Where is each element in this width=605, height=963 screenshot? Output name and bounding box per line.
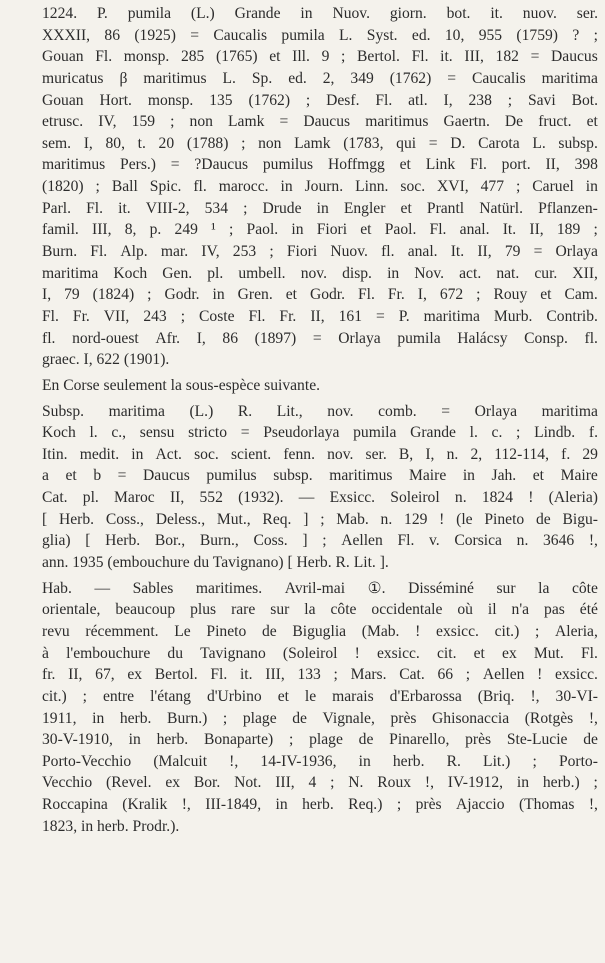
text-line: Parl. Fl. it. VIII-2, 534 ; Drude in Engler et Prantl Natürl. Pflanzen-: [42, 199, 598, 217]
text-line: fr. II, 67, ex Bertol. Fl. it. III, 133 ; Mars. Cat. 66 ; Aellen ! exsicc.: [42, 666, 598, 684]
text-line: sem. I, 80, t. 20 (1788) ; non Lamk (1783, qui = D. Carota L. subsp.: [42, 134, 598, 152]
text-line: famil. III, 8, p. 249 ¹ ; Paol. in Fiori et Paol. Fl. anal. It. II, 189 ;: [42, 221, 598, 239]
text-line: Hab. — Sables maritimes. Avril-mai ①. Disséminé sur la côte: [42, 579, 598, 597]
text-line: 1823, in herb. Prodr.).: [42, 817, 180, 835]
text-line: maritimus Pers.) = ?Daucus pumilus Hoffmgg et Link Fl. port. II, 398: [42, 156, 598, 174]
text-line: [ Herb. Coss., Deless., Mut., Req. ] ; Mab. n. 129 ! (le Pineto de Bigu-: [42, 510, 598, 528]
text-line: cit.) ; entre l'étang d'Urbino et le marais d'Erbarossa (Briq. !, 30-VI-: [42, 687, 598, 705]
text-line: Fl. Fr. VII, 243 ; Coste Fl. Fr. II, 161 = P. maritima Murb. Contrib.: [42, 307, 598, 325]
text-line: Gouan Hort. monsp. 135 (1762) ; Desf. Fl. atl. I, 238 ; Savi Bot.: [42, 91, 598, 109]
text-line: maritima Koch Gen. pl. umbell. nov. disp. in Nov. act. nat. cur. XII,: [42, 264, 598, 282]
text-line: glia) [ Herb. Bor., Burn., Coss. ] ; Aellen Fl. v. Corsica n. 3646 !,: [42, 532, 598, 550]
text-line: Cat. pl. Maroc II, 552 (1932). — Exsicc. Soleirol n. 1824 ! (Aleria): [42, 489, 598, 507]
text-line: etrusc. IV, 159 ; non Lamk = Daucus maritimus Gaertn. De fruct. et: [42, 113, 598, 131]
text-line: graec. I, 622 (1901).: [42, 351, 170, 369]
paragraph-corse-note: [42, 375, 598, 397]
text-line: Burn. Fl. Alp. mar. IV, 253 ; Fiori Nuov. fl. anal. It. II, 79 = Orlaya: [42, 243, 598, 261]
text-line: En Corse seulement la sous-espèce suivante.: [42, 376, 321, 394]
text-line: orientale, beaucoup plus rare sur la côte occidentale où il n'a pas été: [42, 601, 598, 619]
paragraph-subsp-maritima: [42, 401, 598, 574]
text-line: Roccapina (Kralik !, III-1849, in herb. Req.) ; près Ajaccio (Thomas !,: [42, 796, 598, 814]
text-line: 1911, in herb. Burn.) ; plage de Vignale, près Ghisonaccia (Rotgès !,: [42, 709, 598, 727]
text-line: fl. nord-ouest Afr. I, 86 (1897) = Orlaya pumila Halácsy Consp. fl.: [42, 329, 598, 347]
document-page: [42, 3, 598, 837]
text-line: 1224. P. pumila (L.) Grande in Nuov. giorn. bot. it. nuov. ser.: [42, 5, 598, 22]
text-line: muricatus β maritimus L. Sp. ed. 2, 349 (1762) = Caucalis maritima: [42, 69, 598, 87]
text-line: I, 79 (1824) ; Godr. in Gren. et Godr. Fl. Fr. I, 672 ; Rouy et Cam.: [42, 286, 598, 304]
text-line: (1820) ; Ball Spic. fl. marocc. in Journ. Linn. soc. XVI, 477 ; Caruel in: [42, 178, 598, 196]
text-line: Itin. medit. in Act. soc. scient. fenn. nov. ser. B, I, n. 2, 112-114, f. 29: [42, 445, 598, 463]
text-line: Gouan Fl. monsp. 285 (1765) et Ill. 9 ; Bertol. Fl. it. III, 182 = Daucus: [42, 48, 598, 66]
text-line: Porto-Vecchio (Malcuit !, 14-IV-1936, in herb. R. Lit.) ; Porto-: [42, 752, 598, 770]
text-line: 30-V-1910, in herb. Bonaparte) ; plage de Pinarello, près Ste-Lucie de: [42, 731, 598, 749]
text-line: Vecchio (Revel. ex Bor. Not. III, 4 ; N. Roux !, IV-1912, in herb.) ;: [42, 774, 598, 792]
text-line: revu récemment. Le Pineto de Biguglia (Mab. ! exsicc. cit.) ; Aleria,: [42, 622, 598, 640]
text-line: XXXII, 86 (1925) = Caucalis pumila L. Syst. ed. 10, 955 (1759) ? ;: [42, 26, 598, 44]
paragraph-habitat: [42, 578, 598, 838]
text-line: ann. 1935 (embouchure du Tavignano) [ Herb. R. Lit. ].: [42, 554, 389, 572]
text-line: à l'embouchure du Tavignano (Soleirol ! exsicc. cit. et ex Mut. Fl.: [42, 644, 598, 662]
text-line: Koch l. c., sensu stricto = Pseudorlaya pumila Grande l. c. ; Lindb. f.: [42, 424, 598, 442]
text-line: Subsp. maritima (L.) R. Lit., nov. comb. = Orlaya maritima: [42, 402, 598, 420]
paragraph-entry-1224: [42, 3, 598, 371]
text-line: a et b = Daucus pumilus subsp. maritimus Maire in Jah. et Maire: [42, 467, 598, 485]
